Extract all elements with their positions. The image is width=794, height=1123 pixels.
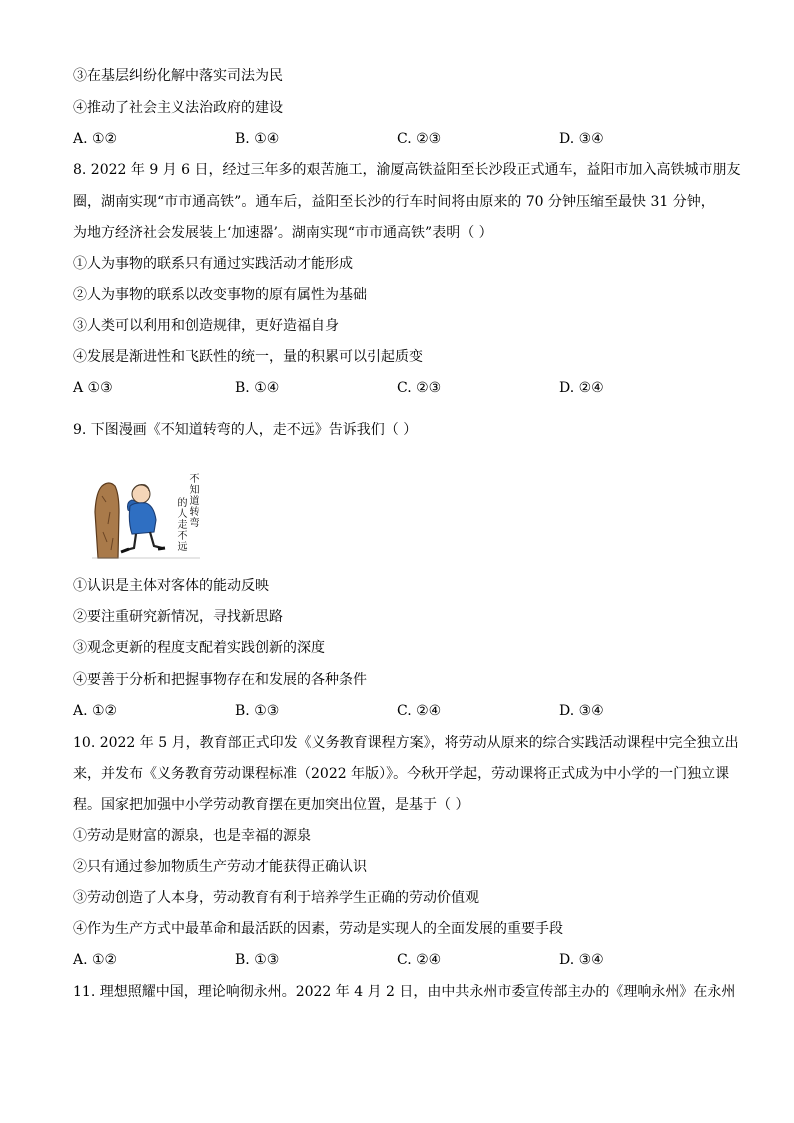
q8-option-c: C. ②③ bbox=[397, 380, 442, 396]
q10-statement-4: ④作为生产方式中最革命和最活跃的因素，劳动是实现人的全面发展的重要手段 bbox=[73, 921, 563, 937]
q10-statement-2: ②只有通过参加物质生产劳动才能获得正确认识 bbox=[73, 859, 367, 875]
q8-option-a: A ①③ bbox=[73, 380, 113, 396]
cartoon-image bbox=[88, 472, 204, 562]
q9-statement-4: ④要善于分析和把握事物存在和发展的各种条件 bbox=[73, 672, 367, 688]
q9-statement-3: ③观念更新的程度支配着实践创新的深度 bbox=[73, 640, 325, 656]
q10-stem-line-3: 程。国家把加强中小学劳动教育摆在更加突出位置，是基于（ ） bbox=[73, 797, 470, 813]
q9-stem: 9. 下图漫画《不知道转弯的人，走不远》告诉我们（ ） bbox=[73, 422, 418, 438]
q10-stem-line-2: 来，并发布《义务教育劳动课程标准（2022 年版）》。今秋开学起，劳动课将正式成为中小学的一门独立课 bbox=[73, 766, 730, 782]
q8-stem-line-3: 为地方经济社会发展装上‘加速器’。湖南实现“市市通高铁”表明（ ） bbox=[73, 225, 493, 241]
q7-option-b: B. ①④ bbox=[235, 131, 280, 147]
q7-statement-3: ③在基层纠纷化解中落实司法为民 bbox=[73, 68, 283, 84]
q9-option-a: A. ①② bbox=[73, 703, 118, 719]
q8-statement-2: ②人为事物的联系以改变事物的原有属性为基础 bbox=[73, 287, 367, 303]
q9-option-b: B. ①③ bbox=[235, 703, 280, 719]
q7-option-c: C. ②③ bbox=[397, 131, 442, 147]
q8-option-b: B. ①④ bbox=[235, 380, 280, 396]
q7-statement-4: ④推动了社会主义法治政府的建设 bbox=[73, 100, 283, 116]
q8-statement-4: ④发展是渐进性和飞跃性的统一，量的积累可以引起质变 bbox=[73, 349, 423, 365]
q10-statement-3: ③劳动创造了人本身，劳动教育有利于培养学生正确的劳动价值观 bbox=[73, 890, 479, 906]
q7-option-a: A. ①② bbox=[73, 131, 118, 147]
q10-option-a: A. ①② bbox=[73, 952, 118, 968]
q10-option-b: B. ①③ bbox=[235, 952, 280, 968]
q7-option-d: D. ③④ bbox=[559, 131, 604, 147]
q9-statement-1: ①认识是主体对客体的能动反映 bbox=[73, 578, 269, 594]
q9-option-d: D. ③④ bbox=[559, 703, 604, 719]
q8-statement-3: ③人类可以利用和创造规律，更好造福自身 bbox=[73, 318, 339, 334]
q7-options bbox=[73, 129, 733, 149]
q8-options bbox=[73, 378, 733, 398]
q10-statement-1: ①劳动是财富的源泉，也是幸福的源泉 bbox=[73, 828, 311, 844]
q8-statement-1: ①人为事物的联系只有通过实践活动才能形成 bbox=[73, 256, 353, 272]
q8-option-d: D. ②④ bbox=[559, 380, 604, 396]
q10-option-c: C. ②④ bbox=[397, 952, 442, 968]
q9-statement-2: ②要注重研究新情况，寻找新思路 bbox=[73, 609, 283, 625]
cartoon-caption-col-1: 不知道转弯 bbox=[189, 474, 200, 529]
q11-stem-line-1: 11. 理想照耀中国，理论响彻永州。2022 年 4 月 2 日，由中共永州市委宣传部主办的《理响永州》在永州 bbox=[73, 984, 736, 1000]
q10-stem-line-1: 10. 2022 年 5 月，教育部正式印发《义务教育课程方案》，将劳动从原来的综合实践活动课程中完全独立出 bbox=[73, 735, 739, 751]
q9-option-c: C. ②④ bbox=[397, 703, 442, 719]
q8-stem-line-1: 8. 2022 年 9 月 6 日，经过三年多的艰苦施工，渝厦高铁益阳至长沙段正式通车，益阳市加入高铁城市朋友 bbox=[73, 162, 741, 178]
cartoon-caption-col-2: 的人走不远 bbox=[177, 498, 188, 553]
q9-options bbox=[73, 701, 733, 721]
q10-options bbox=[73, 950, 733, 970]
q10-option-d: D. ③④ bbox=[559, 952, 604, 968]
q8-stem-line-2: 圈，湖南实现“市市通高铁”。通车后，益阳至长沙的行车时间将由原来的 70 分钟压缩至最快 31 分钟， bbox=[73, 194, 715, 210]
